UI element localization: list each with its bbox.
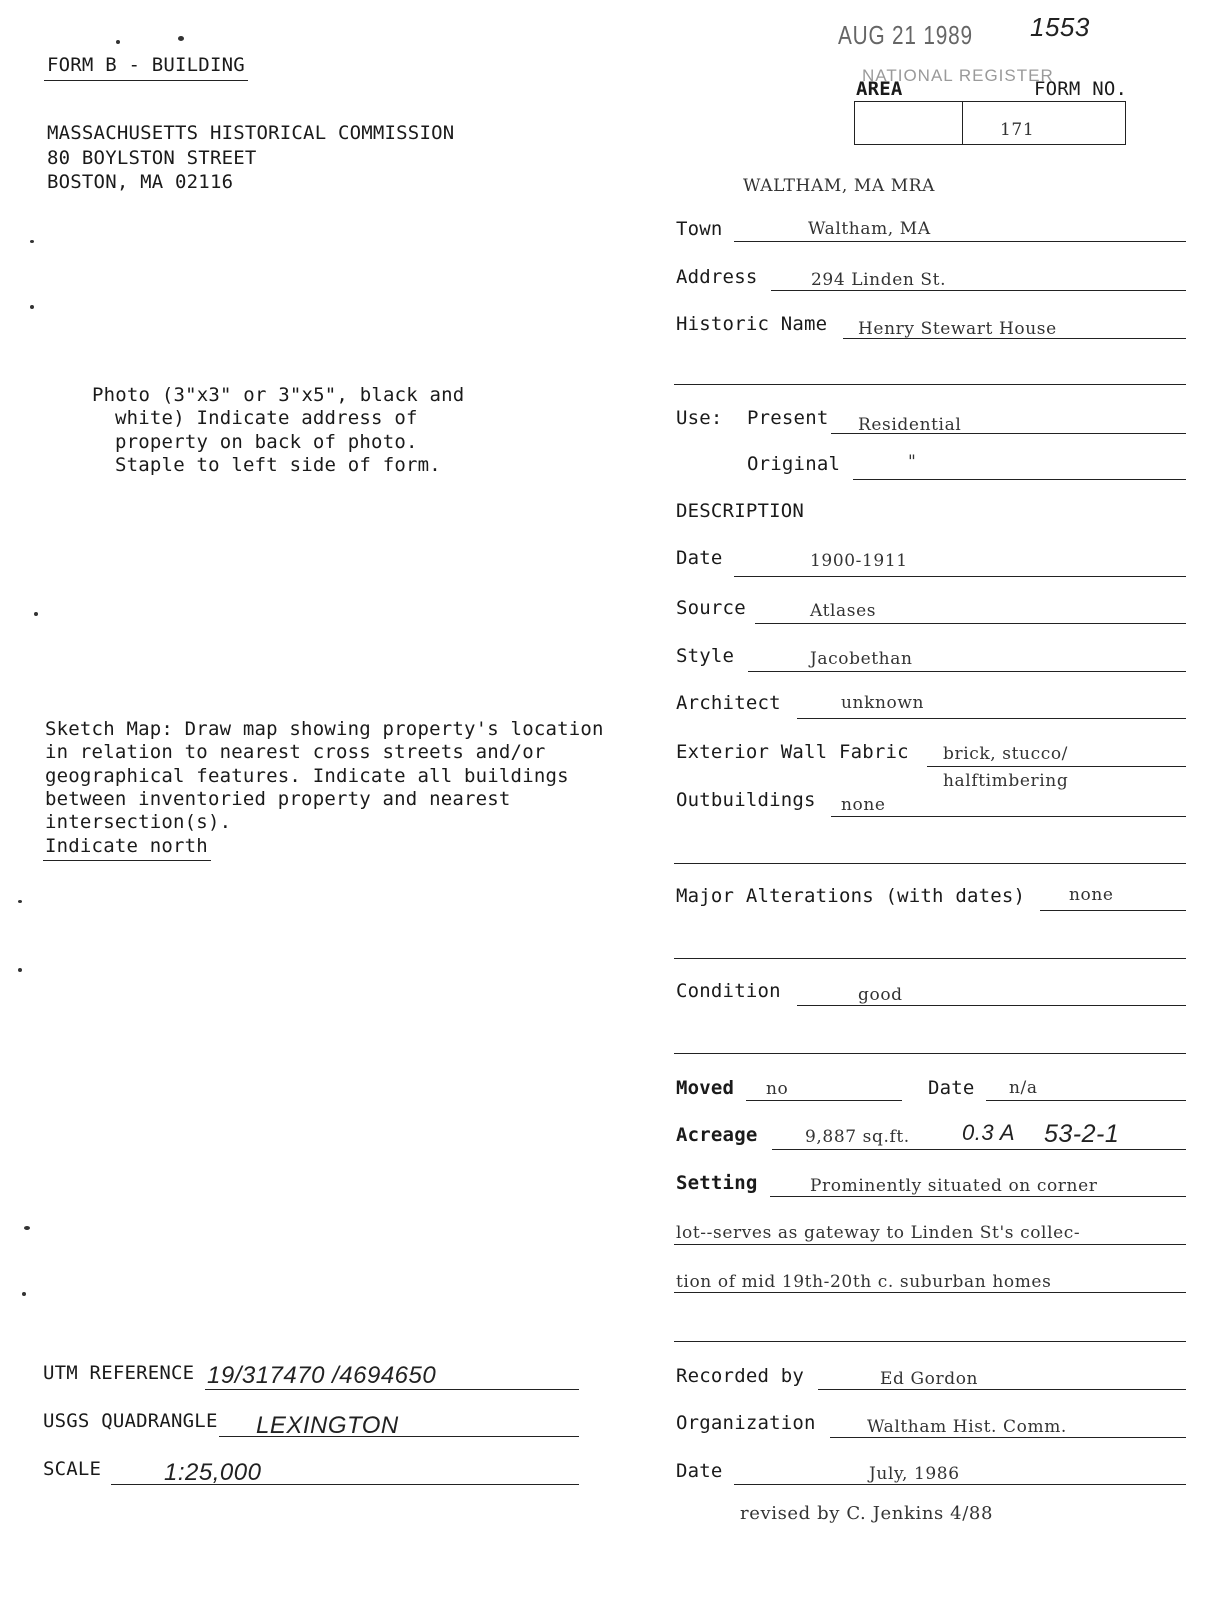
source-line — [755, 623, 1186, 624]
sketch-instruction-line-6: Indicate north — [45, 835, 208, 857]
outbuildings-label: Outbuildings — [676, 789, 816, 811]
use-original-label: Original — [747, 453, 841, 475]
moved-date-value: n/a — [1009, 1078, 1038, 1098]
record-date-label: Date — [676, 1460, 723, 1482]
address-line — [771, 290, 1186, 291]
form-title: FORM B - BUILDING — [47, 54, 245, 76]
scale-value: 1:25,000 — [164, 1459, 262, 1486]
sketch-instruction-line-3: geographical features. Indicate all buildings — [45, 765, 569, 787]
usgs-value: LEXINGTON — [256, 1412, 399, 1439]
acreage-value: 9,887 sq.ft. — [805, 1127, 910, 1147]
acreage-parcel-handwritten: 53-2-1 — [1044, 1120, 1120, 1148]
acreage-acres-handwritten: 0.3 A — [962, 1120, 1016, 1145]
exterior-wall-value-2: halftimbering — [943, 771, 1069, 791]
record-date-value: July, 1986 — [869, 1464, 960, 1484]
usgs-label: USGS QUADRANGLE — [43, 1410, 218, 1432]
use-label: Use: — [676, 407, 723, 429]
received-date-stamp: AUG 21 1989 — [838, 20, 973, 50]
setting-line-2: lot--serves as gateway to Linden St's collec- — [676, 1223, 1081, 1243]
style-label: Style — [676, 645, 735, 667]
utm-line — [205, 1389, 579, 1390]
agency-street: 80 BOYLSTON STREET — [47, 147, 257, 169]
exterior-wall-label: Exterior Wall Fabric — [676, 741, 909, 763]
national-register-stamp: NATIONAL REGISTER — [862, 66, 1054, 85]
agency-name: MASSACHUSETTS HISTORICAL COMMISSION — [47, 122, 455, 144]
sketch-instruction-line-4: between inventoried property and nearest — [45, 788, 511, 810]
historic-name-line — [843, 338, 1186, 339]
outbuildings-line — [831, 816, 1186, 817]
condition-value: good — [858, 985, 903, 1005]
photo-instruction-line-2: white) Indicate address of — [115, 407, 418, 429]
exterior-wall-line — [927, 766, 1186, 767]
sketch-instruction-line-2: in relation to nearest cross streets and/or — [45, 741, 546, 763]
town-label: Town — [676, 218, 723, 240]
major-alterations-label: Major Alterations (with dates) — [676, 885, 1026, 907]
architect-line — [797, 718, 1186, 719]
utm-value: 19/317470 /4694650 — [207, 1362, 437, 1389]
revised-note: revised by C. Jenkins 4/88 — [740, 1503, 994, 1524]
address-label: Address — [676, 266, 758, 288]
sketch-instruction-line-1: Sketch Map: Draw map showing property's location — [45, 718, 604, 740]
style-line — [748, 671, 1186, 672]
historic-name-line-2 — [674, 384, 1186, 385]
scale-label: SCALE — [43, 1458, 102, 1480]
recorded-by-line — [818, 1389, 1186, 1390]
condition-line-2 — [674, 1053, 1186, 1054]
moved-line — [746, 1100, 902, 1101]
photo-instruction-line-3: property on back of photo. — [115, 431, 418, 453]
setting-underline-2 — [674, 1244, 1186, 1245]
style-value: Jacobethan — [810, 649, 913, 669]
moved-date-line — [986, 1100, 1186, 1101]
scale-line — [111, 1484, 579, 1485]
architect-label: Architect — [676, 692, 781, 714]
recorded-by-label: Recorded by — [676, 1365, 805, 1387]
source-value: Atlases — [810, 601, 877, 621]
organization-label: Organization — [676, 1412, 816, 1434]
outbuildings-line-2 — [674, 863, 1186, 864]
area-form-box — [854, 101, 1126, 145]
condition-line — [797, 1005, 1186, 1006]
source-label: Source — [676, 597, 746, 619]
recorded-by-value: Ed Gordon — [880, 1369, 979, 1389]
condition-label: Condition — [676, 980, 781, 1002]
photo-instruction-line-4: Staple to left side of form. — [115, 454, 441, 476]
setting-line-1: Prominently situated on corner — [810, 1176, 1098, 1196]
moved-date-label: Date — [928, 1077, 975, 1099]
indicate-north-underline — [43, 860, 211, 861]
description-heading: DESCRIPTION — [676, 500, 805, 522]
moved-label: Moved — [676, 1077, 735, 1099]
historic-name-value: Henry Stewart House — [858, 319, 1057, 339]
use-present-label: Present — [747, 407, 829, 429]
use-present-line — [831, 433, 1186, 434]
form-no-label: FORM NO. — [1034, 78, 1128, 100]
sketch-instruction-line-5: intersection(s). — [45, 811, 232, 833]
date-value: 1900-1911 — [810, 551, 908, 571]
setting-underline-1 — [770, 1196, 1186, 1197]
organization-line — [830, 1437, 1186, 1438]
historic-name-label: Historic Name — [676, 313, 828, 335]
record-date-line — [734, 1484, 1186, 1485]
acreage-line — [772, 1149, 1186, 1150]
major-alterations-line — [1040, 910, 1186, 911]
usgs-line — [219, 1436, 579, 1437]
utm-label: UTM REFERENCE — [43, 1362, 195, 1384]
major-alterations-line-2 — [674, 958, 1186, 959]
address-value: 294 Linden St. — [811, 270, 947, 290]
area-label: AREA — [856, 78, 903, 100]
use-original-value: " — [908, 452, 917, 472]
form-no-value: 171 — [1000, 120, 1035, 140]
mra-line: WALTHAM, MA MRA — [743, 176, 936, 196]
setting-label: Setting — [676, 1172, 758, 1194]
major-alterations-value: none — [1069, 885, 1114, 905]
setting-underline-3 — [674, 1292, 1186, 1293]
stamp-number: 1553 — [1030, 12, 1090, 42]
setting-underline-4 — [674, 1341, 1186, 1342]
photo-instruction-line-1: Photo (3"x3" or 3"x5", black and — [92, 384, 465, 406]
town-line — [734, 241, 1186, 242]
use-original-line — [853, 479, 1186, 480]
date-label: Date — [676, 547, 723, 569]
agency-city: BOSTON, MA 02116 — [47, 171, 234, 193]
organization-value: Waltham Hist. Comm. — [867, 1417, 1067, 1437]
use-present-value: Residential — [858, 415, 962, 435]
exterior-wall-value-1: brick, stucco/ — [943, 744, 1068, 764]
outbuildings-value: none — [841, 795, 886, 815]
acreage-label: Acreage — [676, 1124, 758, 1146]
architect-value: unknown — [841, 693, 925, 713]
moved-value: no — [766, 1079, 789, 1099]
form-title-underline — [44, 80, 248, 81]
date-line — [734, 576, 1186, 577]
town-value: Waltham, MA — [808, 219, 931, 239]
setting-line-3: tion of mid 19th-20th c. suburban homes — [676, 1272, 1052, 1292]
area-form-divider — [962, 101, 963, 145]
